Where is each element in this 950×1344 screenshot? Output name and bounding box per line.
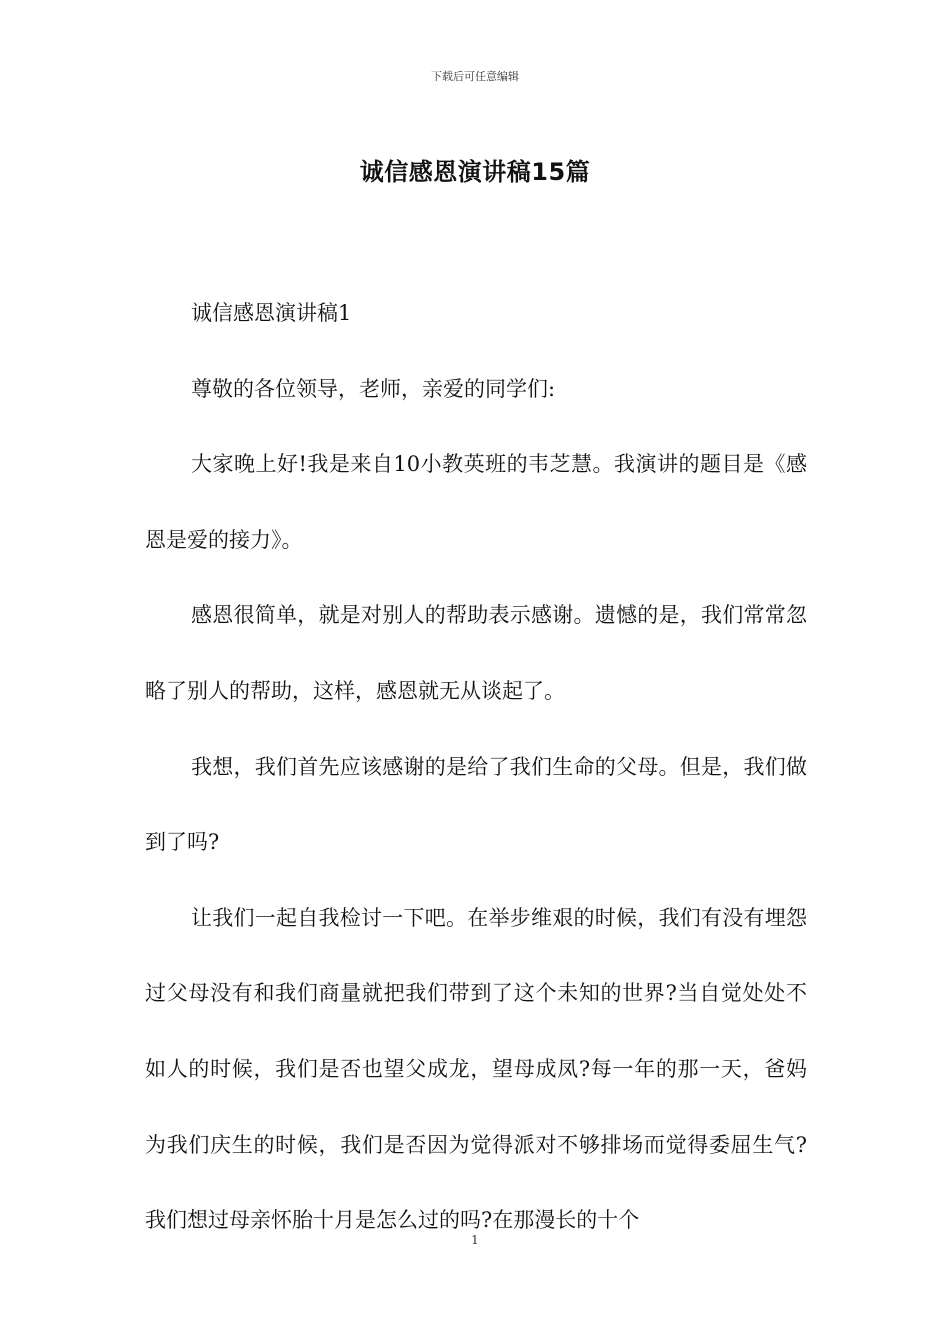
document-title: 诚信感恩演讲稿15篇 (359, 158, 591, 186)
page-number: 1 (471, 1233, 479, 1247)
paragraph-section-heading: 诚信感恩演讲稿1 (191, 301, 352, 325)
paragraph: 大家晚上好!我是来自10小教英班的韦芝慧。我演讲的题目是《感恩是爱的接力》。 (145, 452, 807, 552)
paragraph: 我想，我们首先应该感谢的是给了我们生命的父母。但是，我们做到了吗? (145, 754, 807, 855)
paragraph: 让我们一起自我检讨一下吧。在举步维艰的时候，我们有没有埋怨过父母没有和我们商量就把我们带到了这个未知的世界?当自觉处处不如人的时候，我们是否也望父成龙，望母成凤?每一年的那一天，爸妈为我们庆生的时候，我们是否因为觉得派对不够排场而觉得委屈生气?我们想过母亲怀胎十月是怎么过的吗?在那漫长的十个 (145, 905, 807, 1233)
document-body (145, 276, 807, 1259)
header-note: 下载后可任意编辑 (431, 70, 519, 83)
paragraph-salutation: 尊敬的各位领导，老师，亲爱的同学们: (191, 376, 556, 401)
paragraph: 感恩很简单，就是对别人的帮助表示感谢。遗憾的是，我们常常忽略了别人的帮助，这样，感恩就无从谈起了。 (145, 603, 807, 703)
